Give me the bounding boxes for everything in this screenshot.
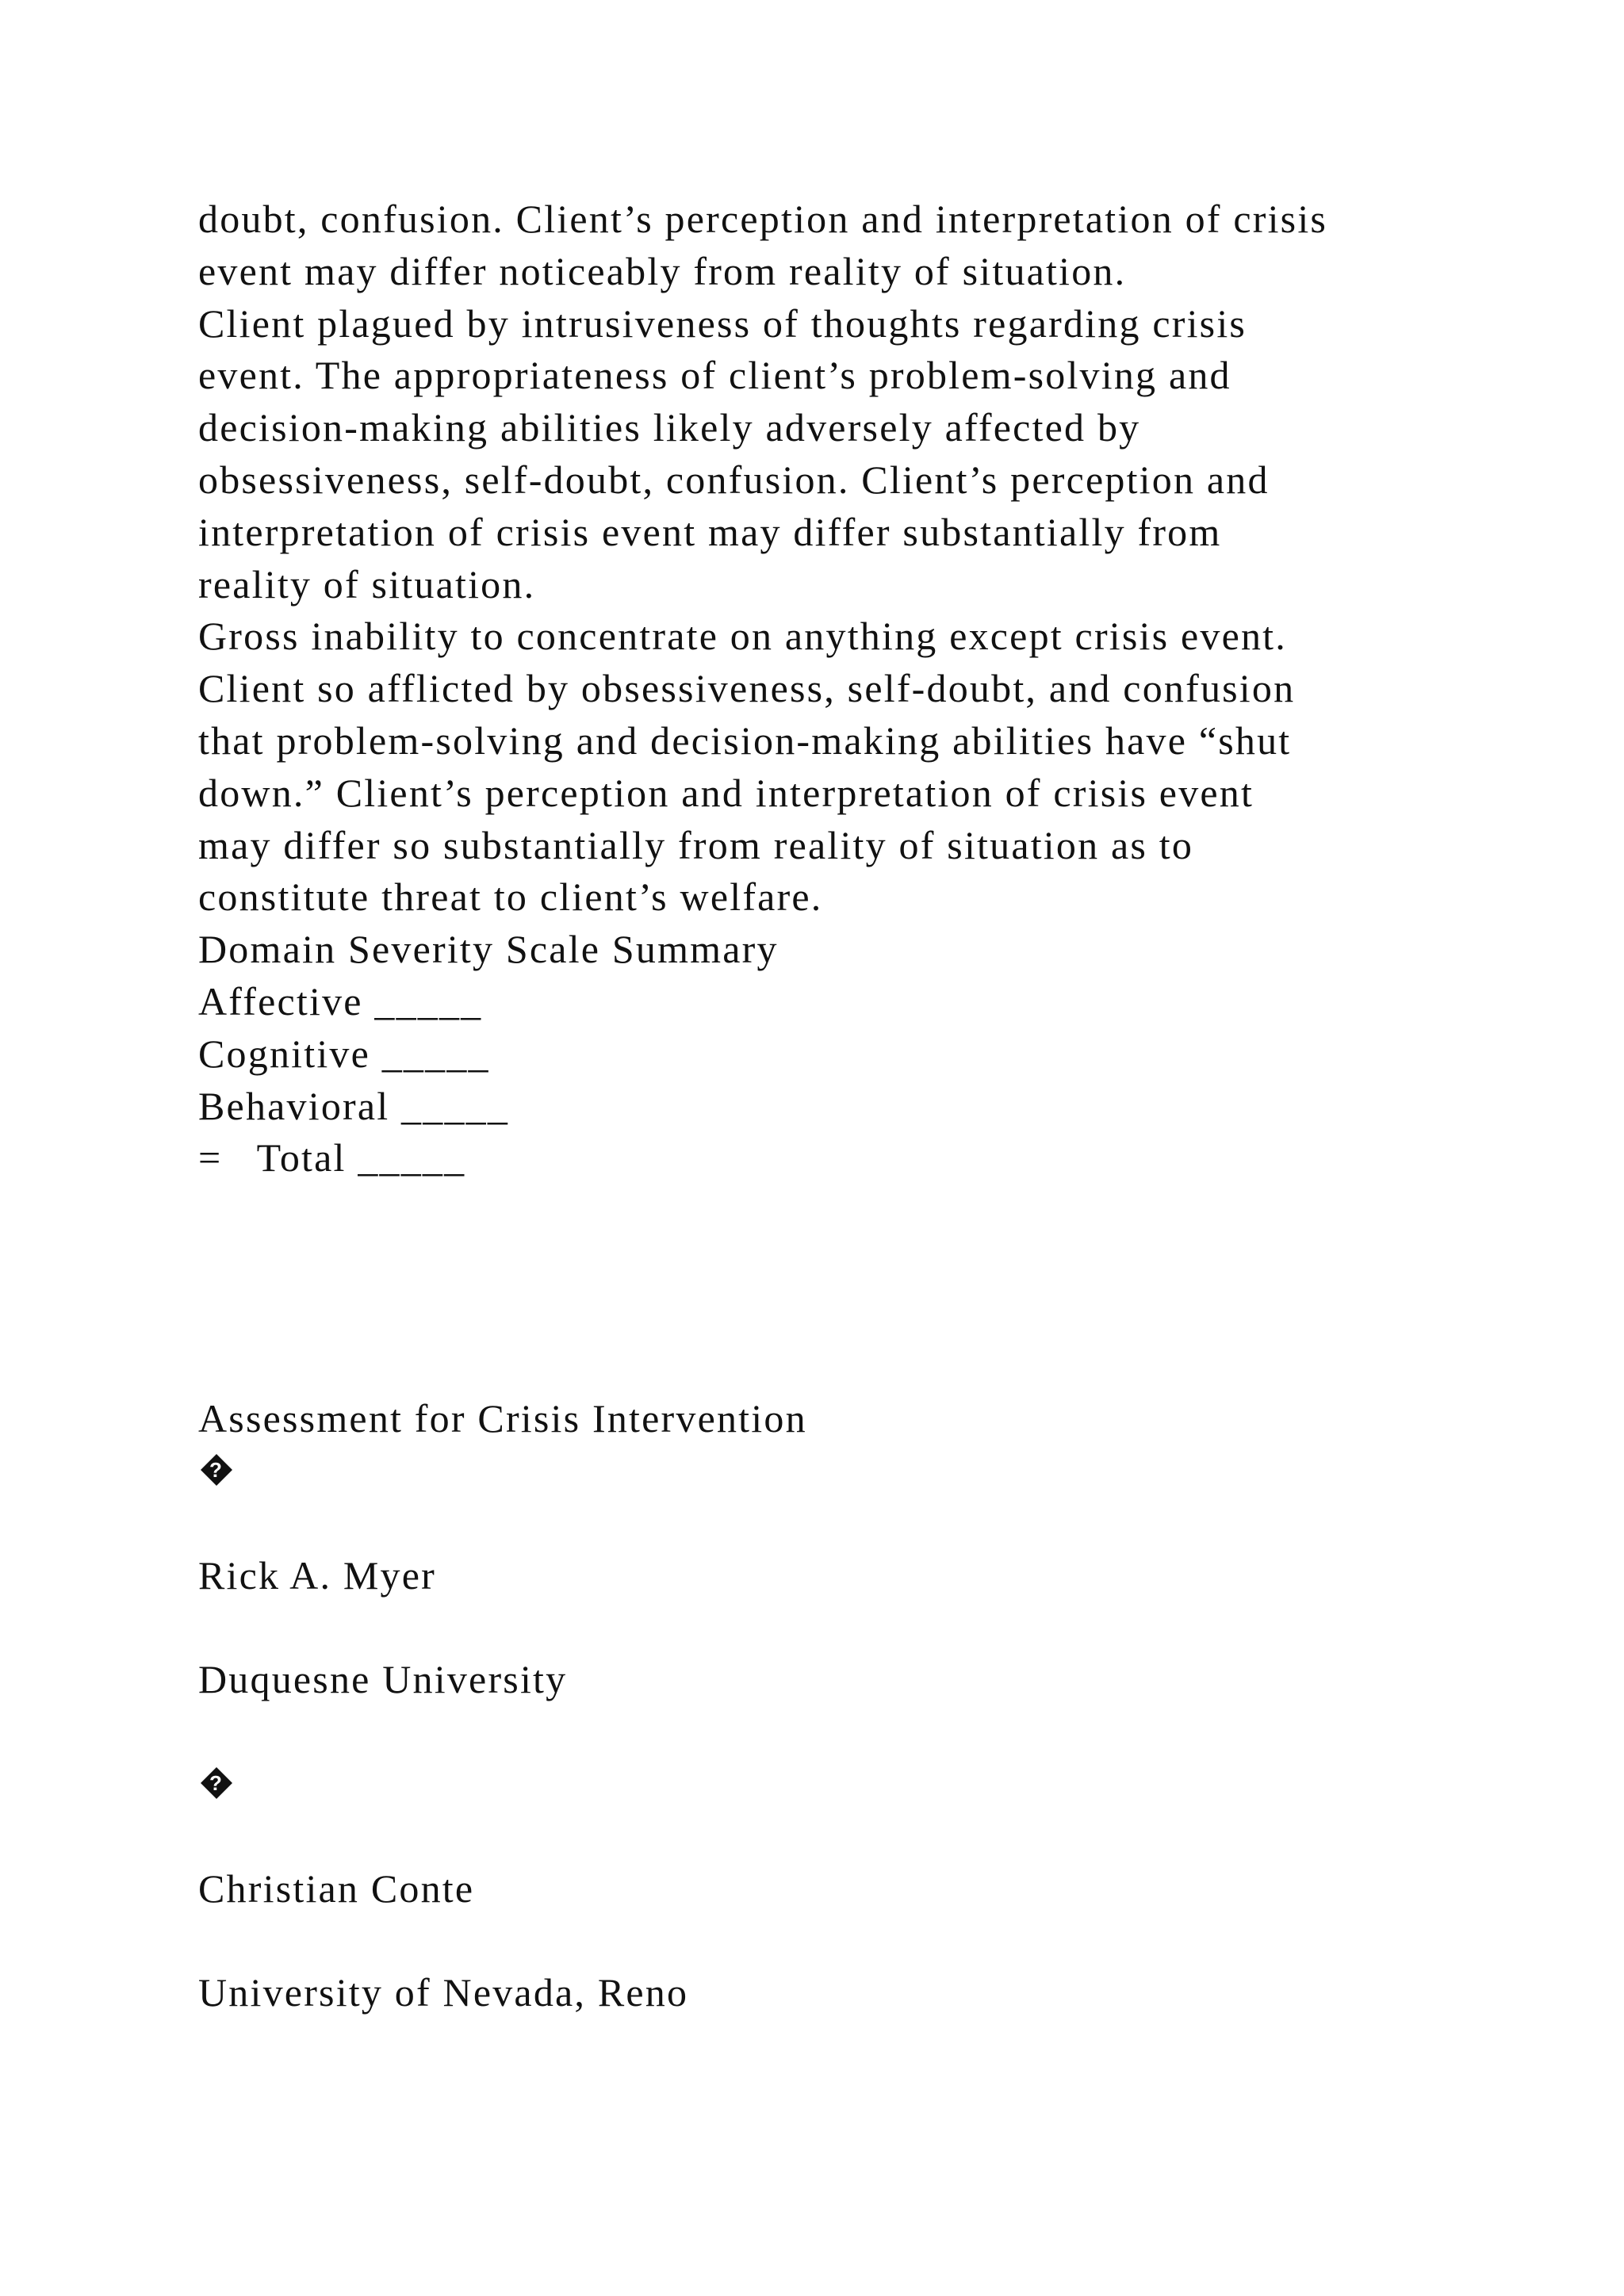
spacer bbox=[198, 1237, 1530, 1289]
affiliation-1: Duquesne University bbox=[198, 1657, 568, 1702]
replacement-character-icon bbox=[200, 1453, 233, 1487]
body-line-10: Client so afflicted by obsessiveness, self-doubt, and confusion bbox=[198, 666, 1296, 711]
body-line-8: reality of situation. bbox=[198, 561, 536, 607]
summary-total: = Total _____ bbox=[198, 1135, 466, 1181]
body-line-12: down.” Client’s perception and interpretation of crisis event bbox=[198, 770, 1254, 815]
spacer bbox=[198, 1184, 1530, 1237]
affiliation-2: University of Nevada, Reno bbox=[198, 1970, 689, 2015]
spacer bbox=[198, 1915, 1530, 1967]
summary-behavioral: Behavioral _____ bbox=[198, 1083, 510, 1128]
summary-affective: Affective _____ bbox=[198, 978, 483, 1024]
summary-cognitive: Cognitive _____ bbox=[198, 1031, 490, 1076]
replacement-glyph-line bbox=[198, 1758, 1530, 1811]
body-line-1: doubt, confusion. Client’s perception and interpretation of crisis bbox=[198, 197, 1328, 241]
body-line-6: obsessiveness, self-doubt, confusion. Client’s perception and bbox=[198, 457, 1270, 502]
svg-text:?: ? bbox=[209, 1770, 224, 1795]
body-line-5: decision-making abilities likely adversely affected by bbox=[198, 405, 1141, 450]
body-line-14: constitute threat to client’s welfare. bbox=[198, 874, 823, 920]
body-line-3: Client plagued by intrusiveness of thoughts regarding crisis bbox=[198, 300, 1247, 346]
body-line-13: may differ so substantially from reality of situation as to bbox=[198, 822, 1194, 867]
document-body bbox=[198, 193, 1530, 2019]
body-line-7: interpretation of crisis event may differ substantially from bbox=[198, 509, 1222, 554]
replacement-character-icon bbox=[200, 1766, 233, 1800]
spacer bbox=[198, 1811, 1530, 1863]
spacer bbox=[198, 1706, 1530, 1758]
spacer bbox=[198, 1289, 1530, 1341]
svg-text:?: ? bbox=[209, 1458, 224, 1483]
body-line-9: Gross inability to concentrate on anything except crisis event. bbox=[198, 614, 1287, 659]
author-1: Rick A. Myer bbox=[198, 1552, 436, 1598]
body-line-4: event. The appropriateness of client’s problem-solving and bbox=[198, 353, 1231, 398]
replacement-glyph-line bbox=[198, 1445, 1530, 1498]
summary-heading: Domain Severity Scale Summary bbox=[198, 927, 779, 972]
article-title: Assessment for Crisis Intervention bbox=[198, 1396, 807, 1441]
spacer bbox=[198, 1602, 1530, 1655]
spacer bbox=[198, 1498, 1530, 1550]
body-line-11: that problem-solving and decision-making abilities have “shut bbox=[198, 718, 1292, 763]
body-line-2: event may differ noticeably from reality of situation. bbox=[198, 248, 1127, 293]
spacer bbox=[198, 1341, 1530, 1394]
author-2: Christian Conte bbox=[198, 1866, 475, 1911]
